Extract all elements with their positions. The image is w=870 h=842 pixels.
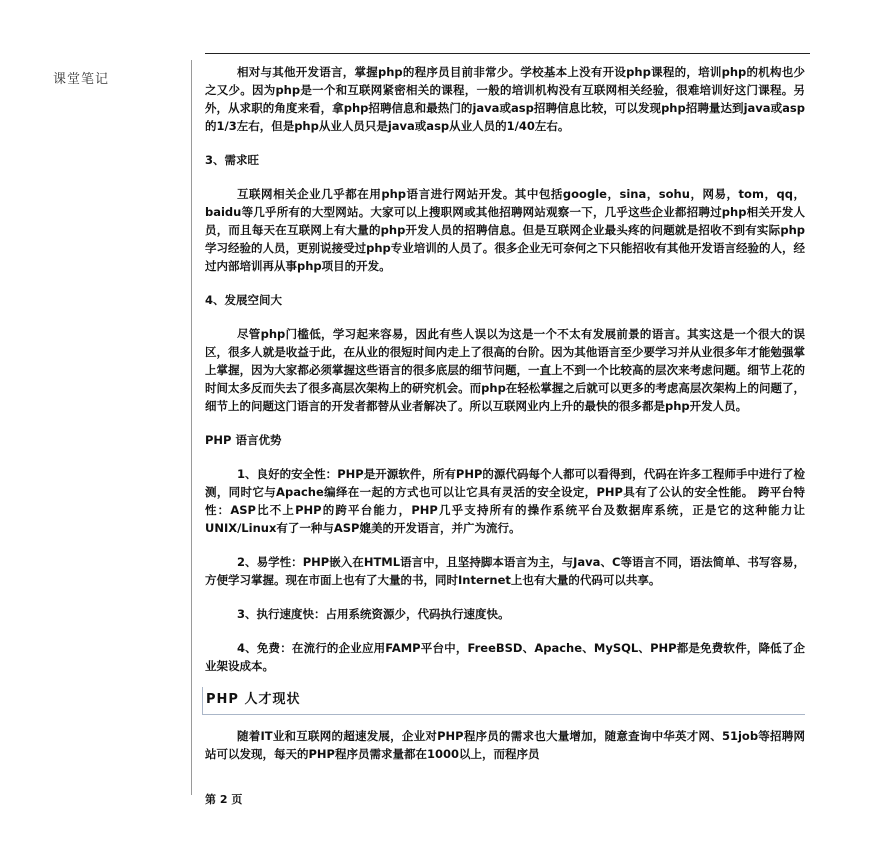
paragraph-speed: 3、执行速度快：占用系统资源少，代码执行速度快。 [237,607,510,621]
margin-rule [191,60,192,795]
heading-php-advantages: PHP 语言优势 [205,433,282,447]
paragraph-talent: 随着IT业和互联网的超速发展，企业对PHP程序员的需求也大量增加，随意查询中华英才网、51job等招聘网站可以发现，每天的PHP程序员需求量都在1000以上，而程序员 [205,729,805,761]
paragraph-security: 1、良好的安全性：PHP是开源软件，所有PHP的源代码每个人都可以看得到，代码在许多工程师手中进行了检测，同时它与Apache编绎在一起的方式也可以让它具有灵活的安全设定，PHP具有了公认的安全性能。 跨平台特性：ASP比不上PHP的跨平台能力，PHP几乎支持所有的操作系统平台及数据库系统，正是它的这种能力让UNIX/Linux有了一种与ASP媲美的开发语言，并广为流行。 [205,467,805,535]
header-rule [205,53,810,54]
paragraph-free: 4、免费：在流行的企业应用FAMP平台中，FreeBSD、Apache、MySQL、PHP都是免费软件，降低了企业架设成本。 [205,641,805,673]
heading-growth: 4、发展空间大 [205,293,283,307]
heading-demand: 3、需求旺 [205,153,260,167]
page-body [205,63,805,763]
paragraph-growth: 尽管php门槛低，学习起来容易，因此有些人误以为这是一个不太有发展前景的语言。其实这是一个很大的误区，很多人就是收益于此，在从业的很短时间内走上了很高的台阶。因为其他语言至少要学习并从业很多年才能勉强掌上掌握，因为大家都必须掌握这些语言的很多底层的细节问题，一直上不到一个比较高的层次来考虑问题。细节上花的时间太多反而失去了很多高层次架构上的研究机会。而php在轻松掌握之后就可以更多的考虑高层次架构上的问题了，细节上的问题这门语言的开发者都替从业者解决了。所以互联网业内上升的最快的很多都是php开发人员。 [205,327,805,413]
heading-php-talent: PHP 人才现状 [202,687,805,715]
paragraph-scarcity: 相对与其他开发语言，掌握php的程序员目前非常少。学校基本上没有开设php课程的，培训php的机构也少之又少。因为php是一个和互联网紧密相关的课程，一般的培训机构没有互联网相关经验，很难培训好这门课程。另外，从求职的角度来看，拿php招聘信息和最热门的java或asp招聘信息比较，可以发现php招聘量达到java或asp的1/3左右，但是php从业人员只是java或asp从业人员的1/40左右。 [205,65,805,133]
margin-label: 课堂笔记 [53,72,110,87]
page-number: 第 2 页 [205,793,243,806]
paragraph-easy-learning: 2、易学性：PHP嵌入在HTML语言中，且坚持脚本语言为主，与Java、C等语言不同，语法简单、书写容易，方便学习掌握。现在市面上也有了大量的书，同时Internet上也有大量的代码可以共享。 [205,555,805,587]
paragraph-demand: 互联网相关企业几乎都在用php语言进行网站开发。其中包括google，sina，sohu，网易，tom，qq，baidu等几乎所有的大型网站。大家可以上搜职网或其他招聘网站观察一下，几乎这些企业都招聘过php相关开发人员，而且每天在互联网上有大量的php开发人员的招聘信息。但是互联网企业最头疼的问题就是招收不到有实际php学习经验的人员，更别说接受过php专业培训的人员了。很多企业无可奈何之下只能招收有其他开发语言经验的人，经过内部培训再从事php项目的开发。 [205,187,805,273]
